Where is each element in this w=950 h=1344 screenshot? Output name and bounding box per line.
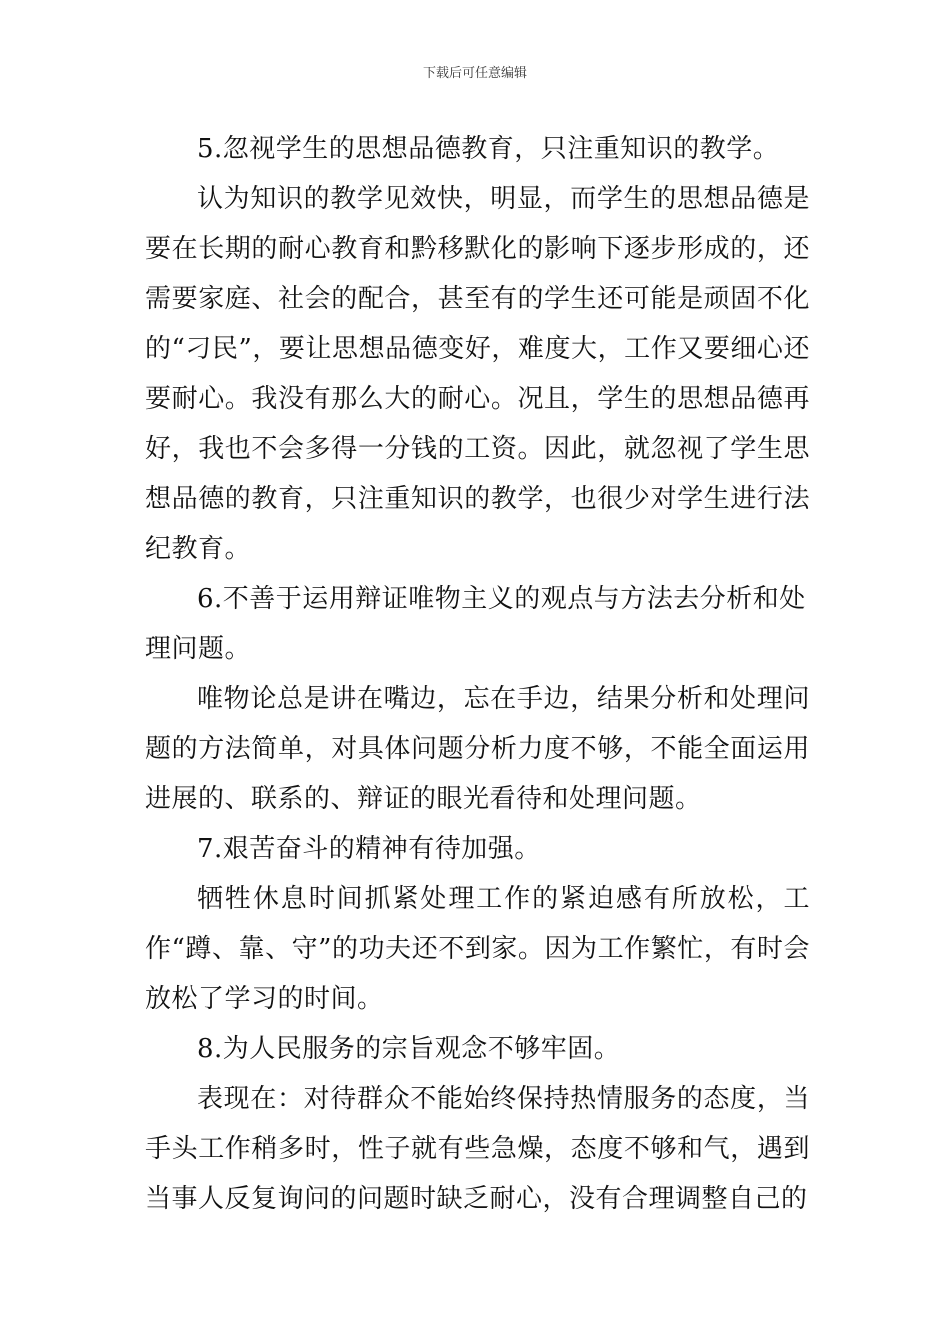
paragraph-8: 表现在：对待群众不能始终保持热情服务的态度，当手头工作稍多时，性子就有些急燥，态度不够和气，遇到当事人反复询问的问题时缺乏耐心，没有合理调整自己的 bbox=[145, 1084, 810, 1214]
document-body bbox=[145, 124, 810, 1224]
paragraph-6: 唯物论总是讲在嘴边，忘在手边，结果分析和处理问题的方法简单，对具体问题分析力度不够，不能全面运用进展的、联系的、辩证的眼光看待和处理问题。 bbox=[145, 684, 810, 814]
section-heading-6: 6.不善于运用辩证唯物主义的观点与方法去分析和处理问题。 bbox=[145, 584, 806, 664]
paragraph-7: 牺牲休息时间抓紧处理工作的紧迫感有所放松，工作“蹲、靠、守”的功夫还不到家。因为工作繁忙，有时会放松了学习的时间。 bbox=[145, 884, 810, 1014]
page-header: 下载后可任意编辑 bbox=[422, 66, 527, 81]
section-heading-5: 5.忽视学生的思想品德教育，只注重知识的教学。 bbox=[197, 134, 780, 164]
section-heading-7: 7.艰苦奋斗的精神有待加强。 bbox=[197, 834, 541, 864]
section-heading-8: 8.为人民服务的宗旨观念不够牢固。 bbox=[197, 1034, 621, 1064]
paragraph-5: 认为知识的教学见效快，明显，而学生的思想品德是要在长期的耐心教育和黔移默化的影响下逐步形成的，还需要家庭、社会的配合，甚至有的学生还可能是顽固不化的“刁民”，要让思想品德变好，难度大，工作又要细心还要耐心。我没有那么大的耐心。况且，学生的思想品德再好，我也不会多得一分钱的工资。因此，就忽视了学生思想品德的教育，只注重知识的教学，也很少对学生进行法纪教育。 bbox=[145, 184, 810, 564]
